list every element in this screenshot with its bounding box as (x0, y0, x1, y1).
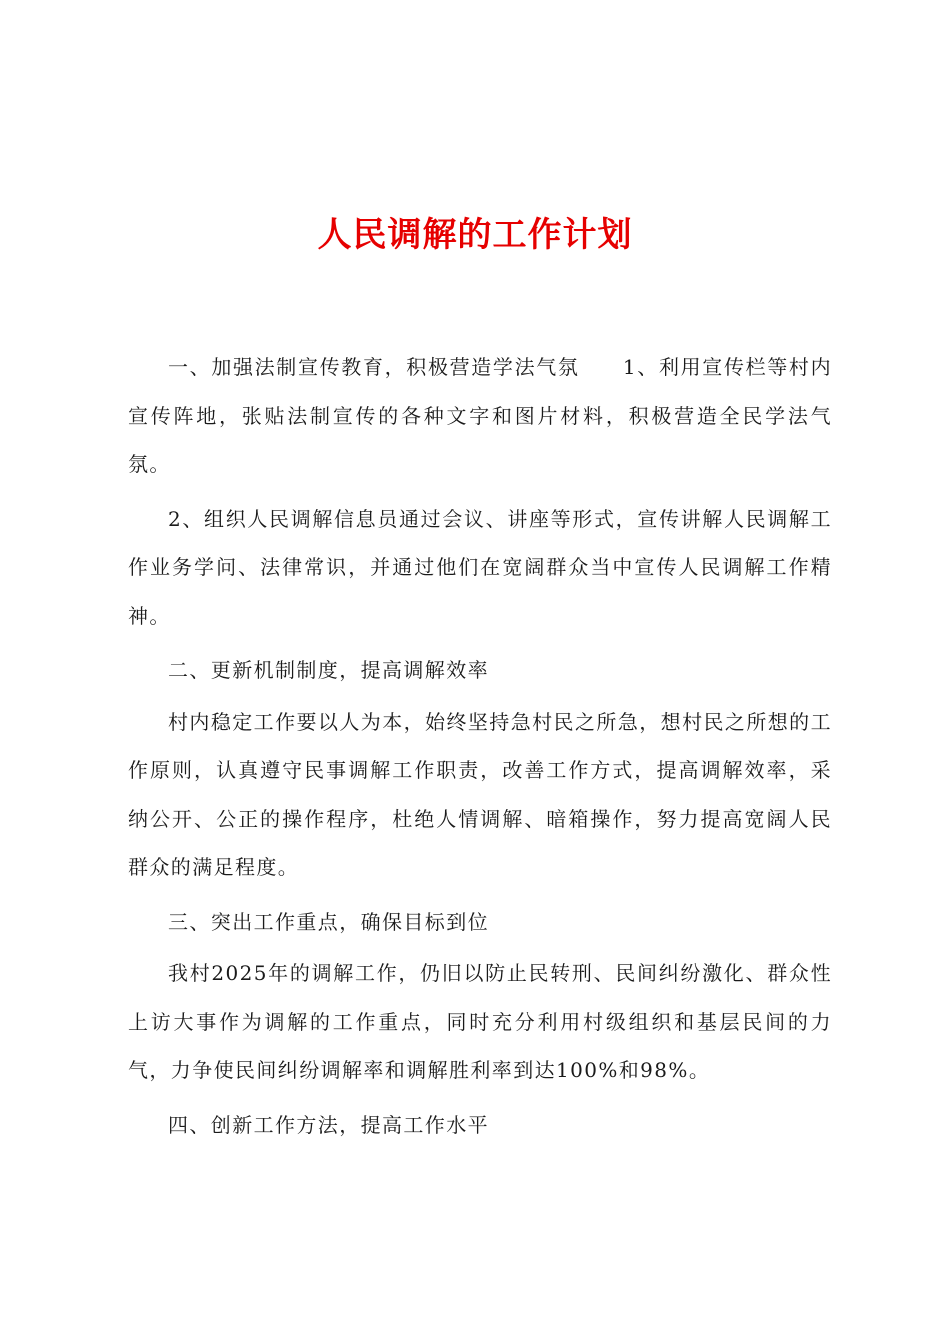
section-heading-2: 二、更新机制制度，提高调解效率 (168, 658, 489, 682)
document-body (128, 343, 832, 1152)
section-heading-4: 四、创新工作方法，提高工作水平 (168, 1112, 489, 1137)
document-title: 人民调解的工作计划 (317, 215, 633, 255)
section-heading-3: 三、突出工作重点，确保目标到位 (168, 909, 489, 934)
paragraph-section-2-body: 村内稳定工作要以人为本，始终坚持急村民之所急，想村民之所想的工作原则，认真遵守民事调解工作职责，改善工作方式，提高调解效率，采纳公开、公正的操作程序，杜绝人情调解、暗箱操作，努力提高宽阔人民群众的满足程度。 (128, 709, 832, 879)
paragraph-item-2: 2、组织人民调解信息员通过会议、讲座等形式，宣传讲解人民调解工作业务学问、法律常识，并通过他们在宽阔群众当中宣传人民调解工作精神。 (128, 506, 832, 628)
paragraph-section-3-body: 我村2025年的调解工作，仍旧以防止民转刑、民间纠纷激化、群众性上访大事作为调解的工作重点，同时充分利用村级组织和基层民间的力气，力争使民间纠纷调解率和调解胜利率到达100%和98%。 (128, 961, 832, 1082)
paragraph-section-1: 一、加强法制宣传教育，积极营造学法气氛 1、利用宣传栏等村内宣传阵地，张贴法制宣传的各种文字和图片材料，积极营造全民学法气氛。 (128, 355, 832, 476)
